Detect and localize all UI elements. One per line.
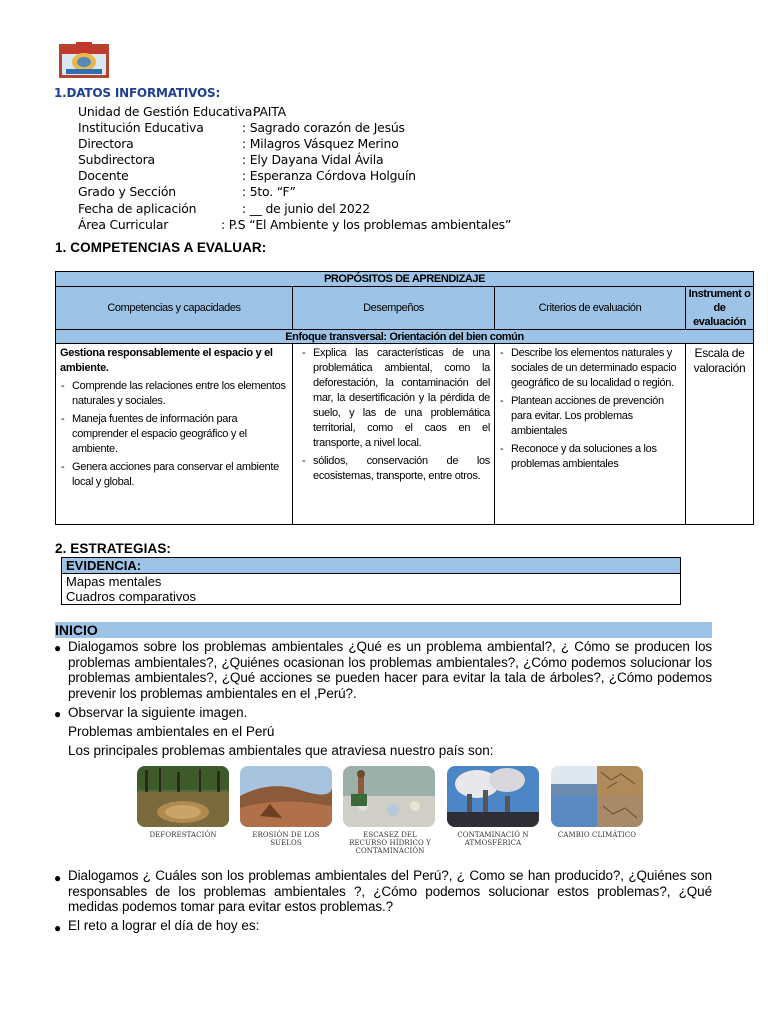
capacidad-item: - Maneja fuentes de información para comprender el espacio geográfico y el ambiente. [60,412,288,457]
evidencia-label: EVIDENCIA: [62,558,680,574]
info-row-ugel: Unidad de Gestión Educativa: PAITA [78,104,286,119]
bullet-icon: ● [54,641,62,655]
inicio-subtitle: Problemas ambientales en el Perú [68,724,275,739]
water-scarcity-image [343,766,435,827]
datos-title: 1.DATOS INFORMATIVOS: [54,86,221,100]
inicio-paragraph-3: Dialogamos ¿ Cuáles son los problemas ambientales del Perú?, ¿ Como se han producido?, ¿Quiénes son responsables de los problemas ambientales ?, ¿Cómo podemos solucionar estos problemas?, ¿Qué medidas podemos tomar para evitar estos problemas.? [68,868,712,915]
info-row-directora: Directora : Milagros Vásquez Merino [78,136,399,151]
desempeno-item: - sólidos, conservación de los ecosistemas, transporte, entre otros. [301,454,490,484]
criterio-item: - Reconoce y da soluciones a los problemas ambientales [499,442,681,472]
competencias-heading: 1. COMPETENCIAS A EVALUAR: [55,240,267,255]
competencias-table [55,271,754,525]
bullet-icon: ● [54,871,62,885]
caption-deforestacion: DEFORESTACIÓN [149,831,217,839]
caption-erosion: EROSIÓN DE LOS SUELOS [252,831,320,847]
col-header-desempenos: Desempeños [293,287,495,330]
criterio-item: - Describe los elementos naturales y sociales de un determinado espacio geográfico de su localidad o región. [499,346,681,391]
inicio-bar: INICIO [55,622,712,638]
info-row-fecha: Fecha de aplicación : __ de junio del 2022 [78,201,370,216]
criterio-item: - Plantean acciones de prevención para evitar. Los problemas ambientales [499,394,681,439]
info-row-docente: Docente : Esperanza Córdova Holguín [78,168,416,183]
evidencia-item: Cuadros comparativos [66,589,197,604]
inicio-paragraph-1: Dialogamos sobre los problemas ambientales ¿Qué es un problema ambiental?, ¿ Cómo se producen los problemas ambientales?, ¿Quiénes ocasionan los problemas ambientales?, ¿Cómo podemos solucionar los problemas ambientales?, ¿Qué acciones se pueden hacer para evitar la tala de árboles?, ¿Cómo podemos prevenir los problemas ambientales en el ,Perú?. [68,639,712,701]
inicio-intro: Los principales problemas ambientales que atraviesa nuestro país son: [68,743,494,758]
evidencia-box [61,557,681,605]
instrumento-cell: Escala de valoración [686,344,754,525]
caption-contaminacion: CONTAMINACIÓ N ATMOSFÉRICA [457,831,529,847]
climate-change-image [551,766,643,827]
school-logo [58,42,110,80]
info-row-area: Área Curricular : P.S “El Ambiente y los problemas ambientales” [78,217,512,232]
caption-cambio-climatico: CAMBIO CLIMÁTICO [557,831,637,839]
info-row-grado: Grado y Sección : 5to. “F” [78,184,296,199]
desempenos-cell [293,344,495,525]
competencia-cell [56,344,293,525]
inicio-paragraph-4: El reto a lograr el día de hoy es: [68,918,260,933]
competencia-title: Gestiona responsablemente el espacio y el ambiente. [60,347,273,374]
inicio-paragraph-2: Observar la siguiente imagen. [68,705,248,720]
bullet-icon: ● [54,921,62,935]
soil-erosion-image [240,766,332,827]
col-header-competencias: Competencias y capacidades [56,287,293,330]
col-header-instrumento: Instrument o de evaluación [686,287,754,330]
info-row-institucion: Institución Educativa : Sagrado corazón de Jesús [78,120,405,135]
criterios-cell [495,344,686,525]
capacidad-item: - Genera acciones para conservar el ambiente local y global. [60,460,288,490]
col-header-criterios: Criterios de evaluación [495,287,686,330]
info-row-subdirectora: Subdirectora : Ely Dayana Vidal Ávila [78,152,384,167]
enfoque-row: Enfoque transversal: Orientación del bien común [56,330,754,344]
bullet-icon: ● [54,707,62,721]
deforestation-image [137,766,229,827]
propositos-header: PROPÓSITOS DE APRENDIZAJE [56,272,754,287]
desempeno-item: - Explica las características de una problemática ambiental, como la deforestación, la contaminación del mar, la desertificación y la pérdida de suelo, y las de una problemática territorial, como el caos en el transporte, a nivel local. [301,346,490,451]
estrategias-heading: 2. ESTRATEGIAS: [55,541,172,556]
evidencia-item: Mapas mentales [66,574,162,589]
capacidad-item: - Comprende las relaciones entre los elementos naturales y sociales. [60,379,288,409]
caption-escasez: ESCASEZ DEL RECURSO HÍDRICO Y CONTAMINACIÓN [349,831,431,855]
air-pollution-image [447,766,539,827]
